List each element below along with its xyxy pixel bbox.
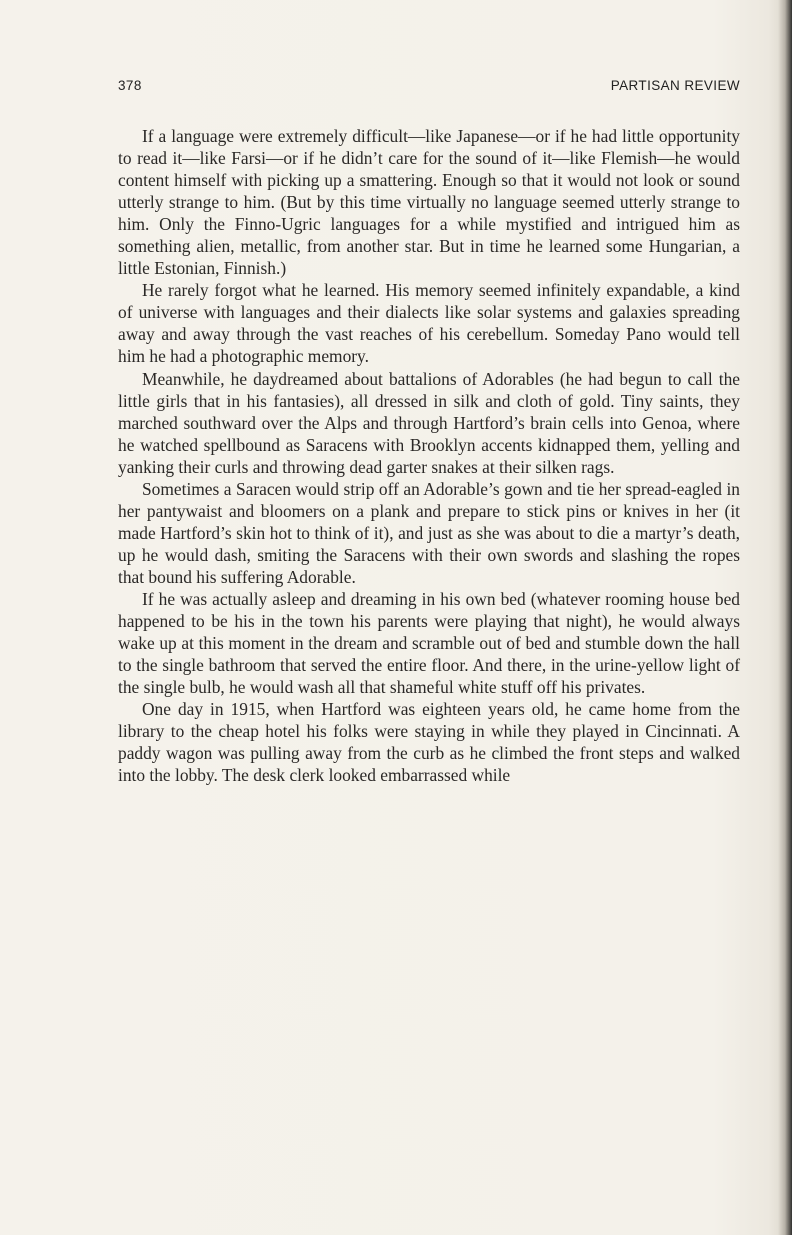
paragraph: If a language were extremely difficult—like Japanese—or if he had little opportunity to read it—like Farsi—or if he didn’t care for the sound of it—like Flemish—he would content himself with picking up a smattering. Enough so that it would not look or sound utterly strange to him. (But by this time virtually no language seemed utterly strange to him. Only the Finno-Ugric languages for a while mystified and intrigued him as something alien, metallic, from another star. But in time he learned some Hungarian, a little Estonian, Finnish.) [118,126,740,279]
journal-title: PARTISAN REVIEW [610,78,740,93]
page-edge-shadow [778,0,792,1235]
paragraph: Meanwhile, he daydreamed about battalions of Adorables (he had begun to call the little girls that in his fantasies), all dressed in silk and cloth of gold. Tiny saints, they marched southward over the Alps and through Hartford’s brain cells into Genoa, where he watched spellbound as Saracens with Brooklyn accents kidnapped them, yelling and yanking their curls and throwing dead garter snakes at their silken rags. [118,368,740,477]
paragraph: He rarely forgot what he learned. His memory seemed infinitely expandable, a kind of universe with languages and their dialects like solar systems and galaxies spreading away and away through the vast reaches of his cerebellum. Someday Pano would tell him he had a photographic memory. [118,280,740,367]
paragraph: If he was actually asleep and dreaming in his own bed (whatever rooming house bed happened to be his in the town his parents were playing that night), he would always wake up at this moment in the dream and scramble out of bed and stumble down the hall to the single bathroom that served the entire floor. And there, in the urine-yellow light of the single bulb, he would wash all that shameful white stuff off his privates. [118,588,740,698]
page-number: 378 [118,78,142,93]
running-head [118,78,740,98]
paragraph: One day in 1915, when Hartford was eighteen years old, he came home from the library to the cheap hotel his folks were staying in while they played in Cincinnati. A paddy wagon was pulling away from the curb as he climbed the front steps and walked into the lobby. The desk clerk looked embarrassed while [118,699,740,786]
paragraph: Sometimes a Saracen would strip off an Adorable’s gown and tie her spread-eagled in her pantywaist and bloomers on a plank and prepare to stick pins or knives in her (it made Hartford’s skin hot to think of it), and just as she was about to die a martyr’s death, up he would dash, smiting the Saracens with their own swords and slashing the ropes that bound his suffering Adorable. [118,478,740,587]
body-text [118,125,740,786]
